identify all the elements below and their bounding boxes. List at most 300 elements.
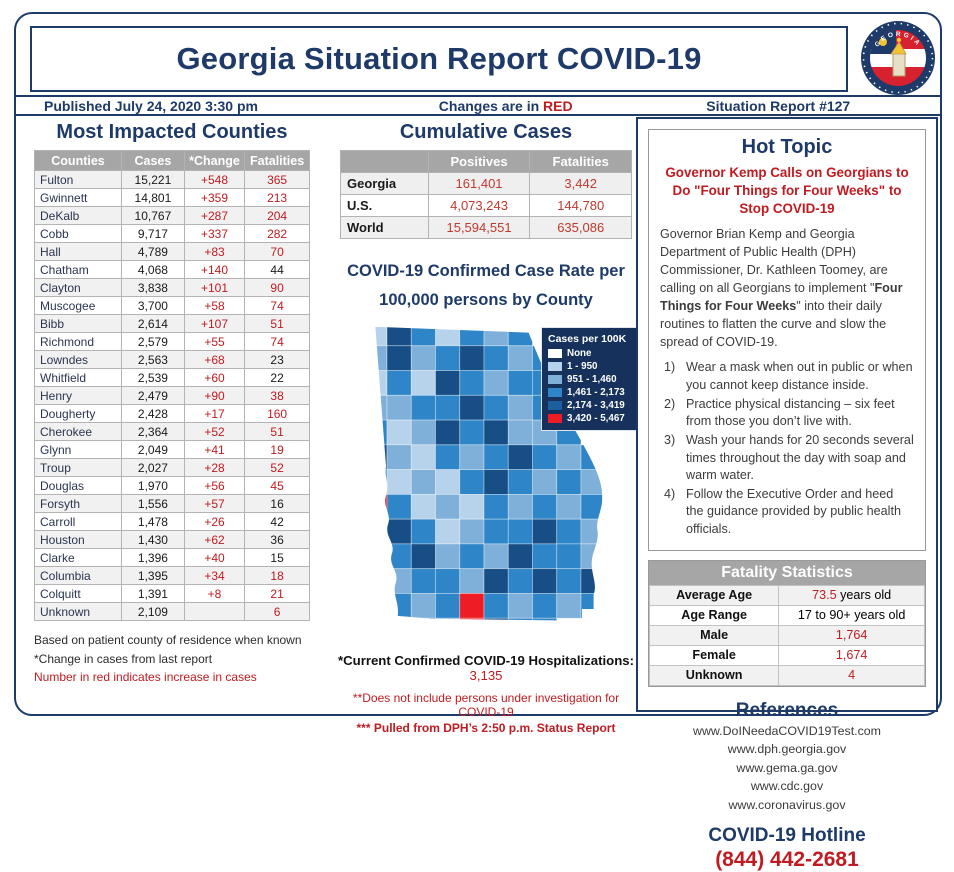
county-cases-cell: 1,430 — [122, 531, 185, 549]
fatality-row — [650, 645, 925, 665]
county-change-cell: +40 — [184, 549, 244, 567]
region-cell: Georgia — [341, 173, 429, 195]
county-cell — [411, 445, 435, 470]
county-cell — [363, 494, 387, 519]
fatality-plain-value: years old — [836, 588, 892, 603]
county-cell — [387, 519, 411, 544]
hot-topic-list-item: Follow the Executive Order and heed the guidance provided by public health officials. — [686, 486, 901, 537]
county-cell — [557, 568, 581, 593]
county-change-cell — [184, 603, 244, 621]
county-cell — [508, 519, 532, 544]
county-cell — [411, 420, 435, 445]
county-cell — [557, 519, 581, 544]
county-row — [35, 603, 310, 621]
county-cell — [411, 346, 435, 371]
legend-swatch — [548, 388, 562, 397]
county-fatalities-cell: 23 — [245, 351, 310, 369]
county-cell — [363, 321, 387, 346]
county-name-cell: Henry — [35, 387, 122, 405]
county-fatalities-cell: 70 — [245, 243, 310, 261]
county-cases-cell: 9,717 — [122, 225, 185, 243]
county-change-cell: +140 — [184, 261, 244, 279]
county-cell — [460, 346, 484, 371]
fatality-label-cell: Female — [650, 645, 779, 665]
county-fatalities-cell: 21 — [245, 585, 310, 603]
fatality-statistics-box — [648, 560, 926, 687]
legend-label: None — [567, 347, 592, 359]
county-row — [35, 585, 310, 603]
county-name-cell: Gwinnett — [35, 189, 122, 207]
county-fatalities-cell: 213 — [245, 189, 310, 207]
county-cases-cell: 2,539 — [122, 369, 185, 387]
reference-link[interactable]: www.DoINeedaCOVID19Test.com — [693, 723, 881, 738]
county-cases-cell: 15,221 — [122, 171, 185, 189]
county-cell — [557, 445, 581, 470]
county-cell — [484, 420, 508, 445]
county-fatalities-cell: 18 — [245, 567, 310, 585]
county-cell — [508, 321, 532, 346]
col-cumulative-fatalities: Fatalities — [530, 151, 632, 173]
county-fatalities-cell: 90 — [245, 279, 310, 297]
county-change-cell: +8 — [184, 585, 244, 603]
county-fatalities-cell: 15 — [245, 549, 310, 567]
fatality-red-value: 1,674 — [835, 648, 868, 663]
county-cell — [387, 420, 411, 445]
county-change-cell: +60 — [184, 369, 244, 387]
cumulative-header-row — [341, 151, 632, 173]
county-name-cell: Troup — [35, 459, 122, 477]
county-cell — [436, 395, 460, 420]
county-cases-cell: 2,579 — [122, 333, 185, 351]
hot-topic-list-item: Practice physical distancing – six feet from those you don’t live with. — [686, 396, 895, 429]
county-cell — [532, 568, 556, 593]
counties-title: Most Impacted Counties — [56, 121, 288, 143]
county-cell — [508, 420, 532, 445]
county-cell — [508, 346, 532, 371]
county-row — [35, 549, 310, 567]
county-row — [35, 495, 310, 513]
county-cell — [581, 544, 605, 569]
fatality-value-cell — [779, 625, 925, 645]
hospitalizations-value: 3,135 — [469, 667, 503, 683]
county-cell — [411, 494, 435, 519]
seal-icon — [858, 18, 938, 98]
county-cell — [581, 445, 605, 470]
county-cell — [363, 519, 387, 544]
county-row — [35, 531, 310, 549]
county-cell — [436, 593, 460, 618]
legend-item — [548, 374, 631, 385]
county-cell — [532, 445, 556, 470]
legend-label: 3,420 - 5,467 — [567, 412, 625, 424]
county-change-cell: +548 — [184, 171, 244, 189]
county-cell — [387, 544, 411, 569]
county-row — [35, 189, 310, 207]
county-cell — [460, 370, 484, 395]
county-fatalities-cell: 204 — [245, 207, 310, 225]
county-fatalities-cell: 45 — [245, 477, 310, 495]
county-cell — [363, 420, 387, 445]
hot-topic-headline: Governor Kemp Calls on Georgians to Do "Four Things for Four Weeks" to Stop COVID-19 — [665, 165, 909, 217]
county-cases-cell: 2,563 — [122, 351, 185, 369]
county-cell — [484, 494, 508, 519]
county-cell — [581, 494, 605, 519]
county-cases-cell: 10,767 — [122, 207, 185, 225]
county-row — [35, 243, 310, 261]
col-blank — [341, 151, 429, 173]
county-cell — [460, 568, 484, 593]
county-change-cell: +26 — [184, 513, 244, 531]
changes-red-word: RED — [543, 97, 573, 114]
county-fatalities-cell: 282 — [245, 225, 310, 243]
counties-table — [34, 150, 310, 621]
county-cell — [532, 544, 556, 569]
county-change-cell: +55 — [184, 333, 244, 351]
county-cell — [411, 568, 435, 593]
county-fatalities-cell: 38 — [245, 387, 310, 405]
fatality-table — [649, 585, 925, 686]
fatality-value-cell — [779, 665, 925, 685]
county-cell — [508, 370, 532, 395]
hot-topic-list-item: Wash your hands for 20 seconds several times throughout the day with soap and warm water. — [686, 432, 914, 483]
county-change-cell: +90 — [184, 387, 244, 405]
counties-footnotes — [34, 631, 322, 687]
right-panel — [636, 117, 938, 871]
report-number: Situation Report #127 — [706, 97, 851, 114]
fatalities-cell: 144,780 — [530, 195, 632, 217]
county-cell — [387, 395, 411, 420]
county-cell — [460, 321, 484, 346]
county-name-cell: Douglas — [35, 477, 122, 495]
investigation-note: **Does not include persons under investigation for COVID-19 — [352, 690, 620, 719]
legend-label: 1,461 - 2,173 — [567, 386, 625, 398]
county-row — [35, 567, 310, 585]
county-cell — [387, 494, 411, 519]
legend-swatch — [548, 414, 562, 423]
county-cell — [557, 469, 581, 494]
county-cell — [532, 469, 556, 494]
cumulative-row — [341, 217, 632, 239]
county-change-cell: +287 — [184, 207, 244, 225]
county-row — [35, 477, 310, 495]
county-cell — [436, 445, 460, 470]
county-cases-cell: 3,838 — [122, 279, 185, 297]
county-name-cell: Unknown — [35, 603, 122, 621]
county-name-cell: Cherokee — [35, 423, 122, 441]
county-cases-cell: 2,027 — [122, 459, 185, 477]
county-cases-cell: 1,396 — [122, 549, 185, 567]
county-cases-cell: 2,479 — [122, 387, 185, 405]
county-change-cell: +28 — [184, 459, 244, 477]
county-cell — [387, 469, 411, 494]
county-cell — [484, 395, 508, 420]
county-cell — [508, 618, 532, 643]
hot-topic-body: Governor Brian Kemp and Georgia Department of Public Health (DPH) Commissioner, Dr. Kathleen Toomey, are calling on all Georgians to implement "Four Things for Four Weeks" into their daily routines to flatten the curve and slow the spread of COVID-19. — [660, 227, 903, 349]
fatality-red-value: 1,764 — [835, 628, 868, 643]
county-cell — [436, 321, 460, 346]
county-name-cell: Clarke — [35, 549, 122, 567]
county-cell — [508, 593, 532, 618]
county-cell — [436, 568, 460, 593]
county-name-cell: Richmond — [35, 333, 122, 351]
legend-item — [548, 361, 631, 372]
legend-item — [548, 387, 631, 398]
hotline-section — [638, 825, 936, 872]
reference-link[interactable]: www.cdc.gov — [750, 779, 824, 794]
county-row — [35, 423, 310, 441]
county-cell — [363, 346, 387, 371]
county-cases-cell: 14,801 — [122, 189, 185, 207]
county-name-cell: DeKalb — [35, 207, 122, 225]
county-cell — [557, 544, 581, 569]
county-row — [35, 171, 310, 189]
county-fatalities-cell: 36 — [245, 531, 310, 549]
county-name-cell: Hall — [35, 243, 122, 261]
county-row — [35, 333, 310, 351]
meta-bar — [16, 95, 940, 116]
county-change-cell: +57 — [184, 495, 244, 513]
cumulative-row — [341, 173, 632, 195]
county-change-cell: +56 — [184, 477, 244, 495]
fatality-row — [650, 605, 925, 625]
county-name-cell: Clayton — [35, 279, 122, 297]
county-cell — [436, 370, 460, 395]
county-cell — [581, 519, 605, 544]
map-title: COVID-19 Confirmed Case Rate per 100,000 persons by County — [347, 262, 625, 309]
county-cell — [460, 469, 484, 494]
legend-label: 951 - 1,460 — [567, 373, 617, 385]
county-cell — [484, 568, 508, 593]
county-cell — [411, 593, 435, 618]
fatality-red-value: 4 — [848, 668, 856, 683]
county-cases-cell: 1,970 — [122, 477, 185, 495]
county-cell — [484, 469, 508, 494]
county-change-cell: +337 — [184, 225, 244, 243]
county-cell — [484, 346, 508, 371]
county-cell — [581, 568, 605, 593]
county-change-cell: +34 — [184, 567, 244, 585]
county-row — [35, 369, 310, 387]
legend-item — [548, 413, 631, 424]
reference-link[interactable]: www.coronavirus.gov — [728, 798, 846, 813]
county-row — [35, 261, 310, 279]
county-cases-cell: 3,700 — [122, 297, 185, 315]
county-cell — [484, 593, 508, 618]
page-title: Georgia Situation Report COVID-19 — [176, 41, 702, 76]
legend-title: Cases per 100K — [548, 332, 627, 345]
county-fatalities-cell: 74 — [245, 297, 310, 315]
four-things-bold: Four Things for Four Weeks — [660, 280, 903, 313]
county-cell — [460, 593, 484, 618]
county-fatalities-cell: 365 — [245, 171, 310, 189]
county-cell — [411, 370, 435, 395]
source-note: *** Pulled from DPH’s 2:50 p.m. Status Report — [356, 720, 616, 735]
positives-cell: 15,594,551 — [428, 217, 530, 239]
county-name-cell: Fulton — [35, 171, 122, 189]
references-title: References — [735, 699, 839, 721]
published-date: Published July 24, 2020 3:30 pm — [44, 97, 258, 114]
fatality-label-cell: Male — [650, 625, 779, 645]
legend-swatch — [548, 401, 562, 410]
county-cell — [436, 519, 460, 544]
county-cell — [460, 494, 484, 519]
county-cell — [363, 469, 387, 494]
county-row — [35, 279, 310, 297]
county-cases-cell: 2,614 — [122, 315, 185, 333]
county-cases-cell: 1,395 — [122, 567, 185, 585]
county-row — [35, 441, 310, 459]
county-cell — [508, 544, 532, 569]
county-cell — [387, 445, 411, 470]
county-name-cell: Houston — [35, 531, 122, 549]
legend-swatch — [548, 362, 562, 371]
fatality-row — [650, 665, 925, 685]
county-fatalities-cell: 52 — [245, 459, 310, 477]
cumulative-row — [341, 195, 632, 217]
county-fatalities-cell: 19 — [245, 441, 310, 459]
positives-cell: 161,401 — [428, 173, 530, 195]
hotline-title: COVID-19 Hotline — [708, 824, 866, 846]
county-name-cell: Chatham — [35, 261, 122, 279]
county-name-cell: Lowndes — [35, 351, 122, 369]
county-fatalities-cell: 22 — [245, 369, 310, 387]
county-row — [35, 513, 310, 531]
county-cell — [411, 469, 435, 494]
county-cell — [484, 618, 508, 643]
county-row — [35, 225, 310, 243]
county-change-cell: +52 — [184, 423, 244, 441]
county-change-cell: +359 — [184, 189, 244, 207]
legend-label: 1 - 950 — [567, 360, 598, 372]
county-cell — [387, 593, 411, 618]
fatality-label-cell: Average Age — [650, 585, 779, 605]
county-name-cell: Colquitt — [35, 585, 122, 603]
county-name-cell: Glynn — [35, 441, 122, 459]
hospitalizations-note: *Current Confirmed COVID-19 Hospitalizations: 3,135 — [337, 652, 635, 683]
map-legend — [541, 327, 638, 431]
cumulative-title: Cumulative Cases — [399, 121, 573, 143]
county-cases-cell: 4,789 — [122, 243, 185, 261]
county-cell — [411, 321, 435, 346]
county-cases-cell: 2,109 — [122, 603, 185, 621]
county-cell — [363, 395, 387, 420]
region-cell: World — [341, 217, 429, 239]
county-cell — [436, 618, 460, 643]
county-cases-cell: 1,478 — [122, 513, 185, 531]
county-cell — [460, 519, 484, 544]
county-cell — [436, 544, 460, 569]
county-name-cell: Bibb — [35, 315, 122, 333]
county-cell — [436, 494, 460, 519]
county-cases-cell: 4,068 — [122, 261, 185, 279]
legend-label: 2,174 - 3,419 — [567, 399, 625, 411]
county-fatalities-cell: 160 — [245, 405, 310, 423]
county-cell — [436, 420, 460, 445]
col-positives: Positives — [428, 151, 530, 173]
county-row — [35, 405, 310, 423]
county-cell — [363, 370, 387, 395]
county-row — [35, 315, 310, 333]
county-change-cell: +101 — [184, 279, 244, 297]
footnote-change: *Change in cases from last report — [34, 651, 213, 666]
county-cell — [387, 346, 411, 371]
county-row — [35, 459, 310, 477]
county-cell — [508, 395, 532, 420]
county-cell — [484, 445, 508, 470]
county-cell — [557, 593, 581, 618]
county-cell — [508, 494, 532, 519]
fatality-row — [650, 585, 925, 605]
county-cell — [411, 618, 435, 643]
county-fatalities-cell: 74 — [245, 333, 310, 351]
fatalities-cell: 635,086 — [530, 217, 632, 239]
county-cell — [532, 519, 556, 544]
county-name-cell: Forsyth — [35, 495, 122, 513]
county-cell — [460, 618, 484, 643]
county-change-cell: +83 — [184, 243, 244, 261]
county-change-cell: +107 — [184, 315, 244, 333]
county-cell — [411, 519, 435, 544]
county-fatalities-cell: 51 — [245, 423, 310, 441]
county-name-cell: Cobb — [35, 225, 122, 243]
title-box — [30, 26, 848, 92]
reference-link[interactable]: www.dph.georgia.gov — [727, 742, 847, 757]
county-name-cell: Whitfield — [35, 369, 122, 387]
county-cell — [387, 568, 411, 593]
county-cell — [363, 445, 387, 470]
legend-swatch — [548, 375, 562, 384]
county-name-cell: Carroll — [35, 513, 122, 531]
legend-item — [548, 400, 631, 411]
county-cell — [508, 568, 532, 593]
map-notes — [332, 653, 640, 735]
county-cell — [387, 618, 411, 643]
county-cell — [508, 469, 532, 494]
county-change-cell: +58 — [184, 297, 244, 315]
county-change-cell: +17 — [184, 405, 244, 423]
cumulative-table — [340, 150, 632, 239]
county-cases-cell: 2,049 — [122, 441, 185, 459]
fatality-value-cell — [779, 585, 925, 605]
county-cell — [508, 445, 532, 470]
hot-topic-list-item: Wear a mask when out in public or when you cannot keep distance inside. — [686, 360, 913, 393]
county-fatalities-cell: 42 — [245, 513, 310, 531]
county-cell — [411, 544, 435, 569]
col-counties: Counties — [35, 151, 122, 171]
county-cell — [411, 395, 435, 420]
county-name-cell: Dougherty — [35, 405, 122, 423]
county-cell — [532, 593, 556, 618]
positives-cell: 4,073,243 — [428, 195, 530, 217]
changes-note: Changes are in RED — [438, 97, 573, 114]
county-cases-cell: 2,428 — [122, 405, 185, 423]
region-cell: U.S. — [341, 195, 429, 217]
county-row — [35, 387, 310, 405]
fatality-value-cell — [779, 645, 925, 665]
county-cell — [436, 469, 460, 494]
fatalities-cell: 3,442 — [530, 173, 632, 195]
counties-panel — [22, 121, 322, 687]
county-change-cell: +41 — [184, 441, 244, 459]
county-fatalities-cell: 6 — [245, 603, 310, 621]
county-cell — [484, 544, 508, 569]
county-cases-cell: 2,364 — [122, 423, 185, 441]
reference-link[interactable]: www.gema.ga.gov — [736, 760, 838, 775]
county-name-cell: Columbia — [35, 567, 122, 585]
col-cases: Cases — [122, 151, 185, 171]
county-name-cell: Muscogee — [35, 297, 122, 315]
county-row — [35, 297, 310, 315]
